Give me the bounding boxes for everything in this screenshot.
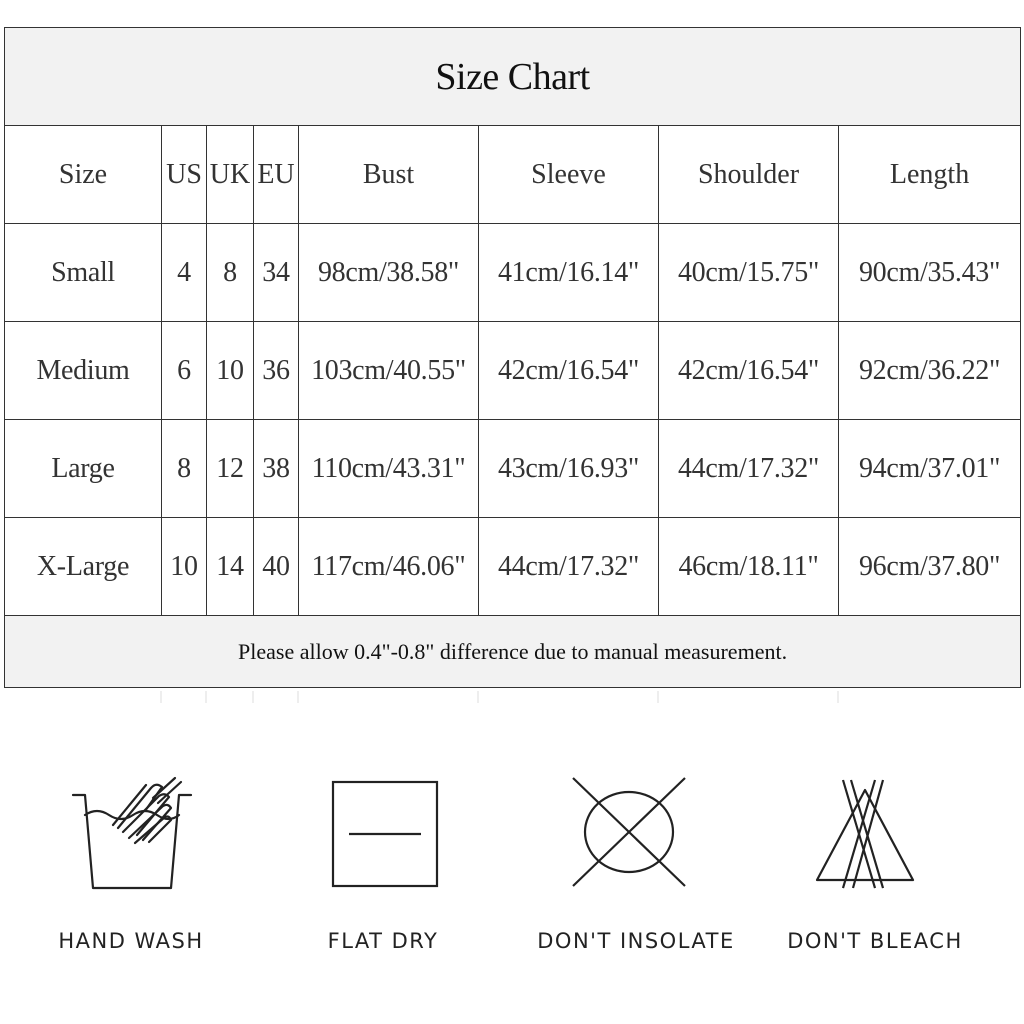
header-sleeve: Sleeve [479,126,659,224]
cell-length: 90cm/35.43" [839,224,1021,322]
do-not-bleach-symbol [765,770,965,890]
header-us: US [162,126,207,224]
note-cell [5,616,1021,688]
cell-shoulder: 42cm/16.54" [659,322,839,420]
cell-eu: 34 [254,224,299,322]
cell-eu: 36 [254,322,299,420]
header-shoulder: Shoulder [659,126,839,224]
hand-wash-icon [63,770,203,890]
cell-eu: 40 [254,518,299,616]
note-row [5,616,1021,688]
header-length: Length [839,126,1021,224]
cell-size: X-Large [5,518,162,616]
cell-size: Large [5,420,162,518]
cell-uk: 14 [207,518,254,616]
care-label-flat-dry: FLAT DRY [327,929,439,953]
care-label-do-not-bleach: DON'T BLEACH [787,929,963,953]
cell-us: 10 [162,518,207,616]
cell-length: 96cm/37.80" [839,518,1021,616]
hand-wash-symbol [33,770,233,890]
flat-dry-symbol [283,770,483,890]
cell-shoulder: 44cm/17.32" [659,420,839,518]
cell-uk: 10 [207,322,254,420]
table-row [5,518,1021,616]
do-not-insolate-symbol [529,770,729,890]
cell-us: 6 [162,322,207,420]
cell-eu: 38 [254,420,299,518]
care-label-hand-wash: HAND WASH [58,929,204,953]
title-row [5,28,1021,126]
cell-shoulder: 46cm/18.11" [659,518,839,616]
table-row [5,420,1021,518]
do-not-insolate-icon [559,770,699,890]
header-eu: EU [254,126,299,224]
header-bust: Bust [299,126,479,224]
cell-shoulder: 40cm/15.75" [659,224,839,322]
cell-uk: 12 [207,420,254,518]
size-chart-title: Size Chart [435,55,590,98]
table-row [5,224,1021,322]
cell-size: Small [5,224,162,322]
cell-us: 4 [162,224,207,322]
cell-bust: 98cm/38.58" [299,224,479,322]
cell-bust: 103cm/40.55" [299,322,479,420]
faint-gridline-ticks [0,691,1024,703]
cell-uk: 8 [207,224,254,322]
cell-size: Medium [5,322,162,420]
cell-length: 94cm/37.01" [839,420,1021,518]
care-label-do-not-insolate: DON'T INSOLATE [537,929,735,953]
table-row [5,322,1021,420]
header-row [5,126,1021,224]
cell-us: 8 [162,420,207,518]
flat-dry-icon [323,770,443,890]
do-not-bleach-icon [795,770,935,890]
cell-bust: 110cm/43.31" [299,420,479,518]
cell-sleeve: 42cm/16.54" [479,322,659,420]
size-chart-title-cell [5,28,1021,126]
cell-length: 92cm/36.22" [839,322,1021,420]
size-chart-table [4,27,1021,688]
cell-sleeve: 41cm/16.14" [479,224,659,322]
header-size: Size [5,126,162,224]
cell-sleeve: 44cm/17.32" [479,518,659,616]
measurement-note: Please allow 0.4"-0.8" difference due to manual measurement. [238,638,788,664]
cell-bust: 117cm/46.06" [299,518,479,616]
cell-sleeve: 43cm/16.93" [479,420,659,518]
header-uk: UK [207,126,254,224]
